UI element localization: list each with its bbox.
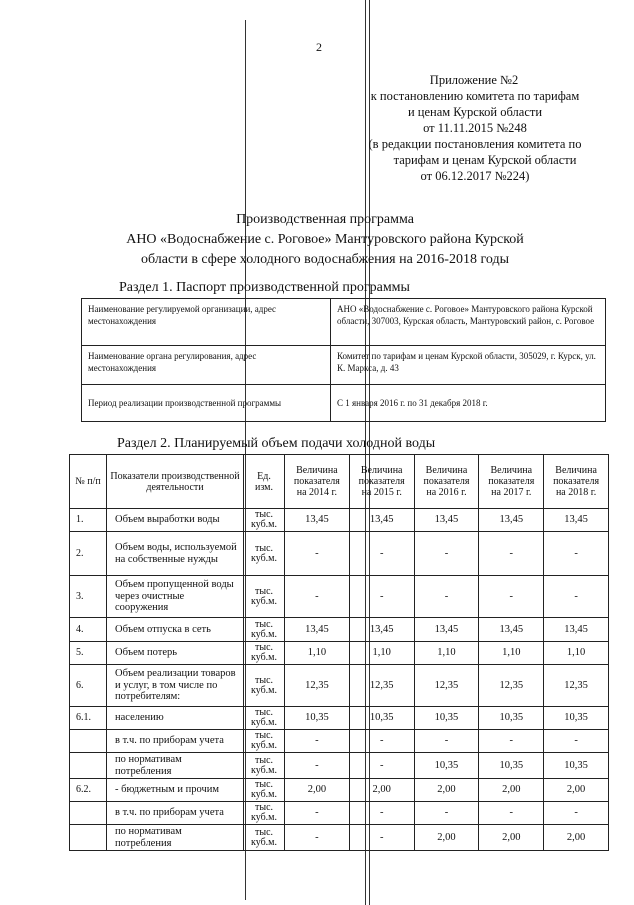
header-2018: Величина показателя на 2018 г.: [544, 455, 609, 509]
row-num: 2.: [70, 532, 107, 576]
appendix-line-3: и ценам Курской области: [407, 105, 543, 119]
row-value-2018: 10,35: [544, 707, 609, 730]
row-num: [70, 730, 107, 753]
row-value-2017: 12,35: [479, 665, 544, 707]
row-value-2014: 10,35: [285, 707, 350, 730]
row-num: 6.2.: [70, 779, 107, 802]
row-value-2018: 10,35: [544, 753, 609, 779]
passport-label: Период реализации производственной программы: [82, 385, 331, 422]
row-value-2015: 12,35: [349, 665, 414, 707]
row-value-2017: 2,00: [479, 825, 544, 851]
row-value-2015: 10,35: [349, 707, 414, 730]
table-row: [70, 825, 609, 851]
row-value-2017: -: [479, 532, 544, 576]
row-value-2014: -: [285, 730, 350, 753]
row-unit: тыс. куб.м.: [244, 825, 285, 851]
row-value-2016: 2,00: [414, 825, 479, 851]
row-value-2016: -: [414, 730, 479, 753]
row-unit: тыс. куб.м.: [244, 779, 285, 802]
document-title: [100, 210, 550, 270]
section1-heading: Раздел 1. Паспорт производственной программы: [119, 280, 410, 295]
row-value-2014: 13,45: [285, 618, 350, 642]
row-unit: тыс. куб.м.: [244, 753, 285, 779]
page-number: 2: [316, 40, 322, 54]
passport-value: Комитет по тарифам и ценам Курской области, 305029, г. Курск, ул. К. Маркса, д. 43: [331, 346, 606, 385]
row-value-2015: -: [349, 753, 414, 779]
row-value-2015: 13,45: [349, 509, 414, 532]
row-value-2018: 13,45: [544, 618, 609, 642]
row-value-2018: 13,45: [544, 509, 609, 532]
row-value-2014: -: [285, 532, 350, 576]
table-row: [70, 730, 609, 753]
row-value-2016: 10,35: [414, 707, 479, 730]
row-unit: тыс. куб.м.: [244, 532, 285, 576]
row-num: 1.: [70, 509, 107, 532]
row-value-2016: 12,35: [414, 665, 479, 707]
row-num: 6.: [70, 665, 107, 707]
title-line-3: области в сфере холодного водоснабжения на 2016-2018 годы: [141, 252, 509, 267]
row-value-2017: 10,35: [479, 707, 544, 730]
row-value-2014: -: [285, 802, 350, 825]
row-value-2018: -: [544, 730, 609, 753]
row-value-2016: 13,45: [414, 618, 479, 642]
appendix-line-6: тарифам и ценам Курской области: [393, 153, 577, 167]
row-num: 3.: [70, 576, 107, 618]
row-indicator: населению: [107, 707, 244, 730]
row-value-2015: -: [349, 532, 414, 576]
header-unit: Ед. изм.: [244, 455, 285, 509]
row-value-2016: 2,00: [414, 779, 479, 802]
passport-label: Наименование регулируемой организации, адрес местонахождения: [82, 299, 331, 346]
title-line-1: Производственная программа: [236, 212, 414, 227]
row-value-2014: -: [285, 825, 350, 851]
header-2014: Величина показателя на 2014 г.: [285, 455, 350, 509]
row-value-2016: 10,35: [414, 753, 479, 779]
row-indicator: в т.ч. по приборам учета: [107, 730, 244, 753]
row-value-2017: -: [479, 730, 544, 753]
row-indicator: по нормативам потребления: [107, 753, 244, 779]
row-value-2015: -: [349, 802, 414, 825]
row-unit: тыс. куб.м.: [244, 665, 285, 707]
row-unit: тыс. куб.м.: [244, 642, 285, 665]
table-row: [70, 532, 609, 576]
row-value-2018: 12,35: [544, 665, 609, 707]
row-value-2016: 13,45: [414, 509, 479, 532]
row-value-2017: 2,00: [479, 779, 544, 802]
table-row: [70, 618, 609, 642]
appendix-line-1: Приложение №2: [429, 73, 519, 87]
row-value-2014: 13,45: [285, 509, 350, 532]
row-value-2016: -: [414, 802, 479, 825]
row-indicator: Объем реализации товаров и услуг, в том числе по потребителям:: [107, 665, 244, 707]
header-2015: Величина показателя на 2015 г.: [349, 455, 414, 509]
row-value-2015: -: [349, 730, 414, 753]
row-value-2014: 2,00: [285, 779, 350, 802]
header-2016: Величина показателя на 2016 г.: [414, 455, 479, 509]
table-row: [70, 753, 609, 779]
passport-row: [82, 346, 606, 385]
passport-label: Наименование органа регулирования, адрес местонахождения: [82, 346, 331, 385]
row-unit: тыс. куб.м.: [244, 730, 285, 753]
row-value-2018: 2,00: [544, 779, 609, 802]
row-value-2014: 1,10: [285, 642, 350, 665]
appendix-line-5: (в редакции постановления комитета по: [368, 137, 582, 151]
table-row: [70, 665, 609, 707]
row-num: [70, 802, 107, 825]
row-indicator: - бюджетным и прочим: [107, 779, 244, 802]
row-indicator: Объем выработки воды: [107, 509, 244, 532]
row-num: [70, 825, 107, 851]
row-value-2018: -: [544, 532, 609, 576]
passport-table: [81, 298, 606, 422]
passport-row: [82, 385, 606, 422]
volume-body: [70, 509, 609, 851]
row-value-2018: 2,00: [544, 825, 609, 851]
row-unit: тыс. куб.м.: [244, 707, 285, 730]
header-2017: Величина показателя на 2017 г.: [479, 455, 544, 509]
volume-header-row: [70, 455, 609, 509]
row-value-2017: -: [479, 802, 544, 825]
row-unit: тыс. куб.м.: [244, 576, 285, 618]
passport-value: АНО «Водоснабжение с. Роговое» Мантуровского района Курской области, 307003, Курская область, Мантуровский район, с. Роговое: [331, 299, 606, 346]
row-value-2017: -: [479, 576, 544, 618]
row-value-2017: 13,45: [479, 509, 544, 532]
appendix-line-4: от 11.11.2015 №248: [423, 121, 527, 135]
row-value-2015: 13,45: [349, 618, 414, 642]
row-value-2015: -: [349, 825, 414, 851]
row-value-2014: -: [285, 576, 350, 618]
section2-heading: Раздел 2. Планируемый объем подачи холодной воды: [117, 436, 436, 451]
header-indicator: Показатели производственной деятельности: [107, 455, 244, 509]
row-value-2014: 12,35: [285, 665, 350, 707]
row-value-2017: 1,10: [479, 642, 544, 665]
row-num: 5.: [70, 642, 107, 665]
row-value-2016: -: [414, 532, 479, 576]
row-value-2018: -: [544, 576, 609, 618]
row-indicator: Объем отпуска в сеть: [107, 618, 244, 642]
row-num: 4.: [70, 618, 107, 642]
title-line-2: АНО «Водоснабжение с. Роговое» Мантуровского района Курской: [126, 232, 524, 247]
row-value-2015: -: [349, 576, 414, 618]
table-row: [70, 779, 609, 802]
row-value-2018: 1,10: [544, 642, 609, 665]
row-value-2016: -: [414, 576, 479, 618]
row-value-2017: 13,45: [479, 618, 544, 642]
row-unit: тыс. куб.м.: [244, 618, 285, 642]
table-row: [70, 707, 609, 730]
table-row: [70, 642, 609, 665]
row-value-2015: 2,00: [349, 779, 414, 802]
passport-row: [82, 299, 606, 346]
row-value-2015: 1,10: [349, 642, 414, 665]
row-value-2017: 10,35: [479, 753, 544, 779]
row-value-2018: -: [544, 802, 609, 825]
row-unit: тыс. куб.м.: [244, 509, 285, 532]
header-num: № п/п: [70, 455, 107, 509]
table-row: [70, 576, 609, 618]
row-num: 6.1.: [70, 707, 107, 730]
row-value-2016: 1,10: [414, 642, 479, 665]
table-row: [70, 802, 609, 825]
row-indicator: по нормативам потребления: [107, 825, 244, 851]
table-row: [70, 509, 609, 532]
appendix-line-2: к постановлению комитета по тарифам: [370, 89, 580, 103]
row-indicator: Объем воды, используемой на собственные нужды: [107, 532, 244, 576]
row-indicator: Объем пропущенной воды через очистные сооружения: [107, 576, 244, 618]
appendix-line-7: от 06.12.2017 №224): [420, 169, 530, 183]
row-num: [70, 753, 107, 779]
row-value-2014: -: [285, 753, 350, 779]
volume-table: [69, 454, 609, 851]
passport-value: С 1 января 2016 г. по 31 декабря 2018 г.: [331, 385, 606, 422]
row-indicator: Объем потерь: [107, 642, 244, 665]
row-indicator: в т.ч. по приборам учета: [107, 802, 244, 825]
row-unit: тыс. куб.м.: [244, 802, 285, 825]
